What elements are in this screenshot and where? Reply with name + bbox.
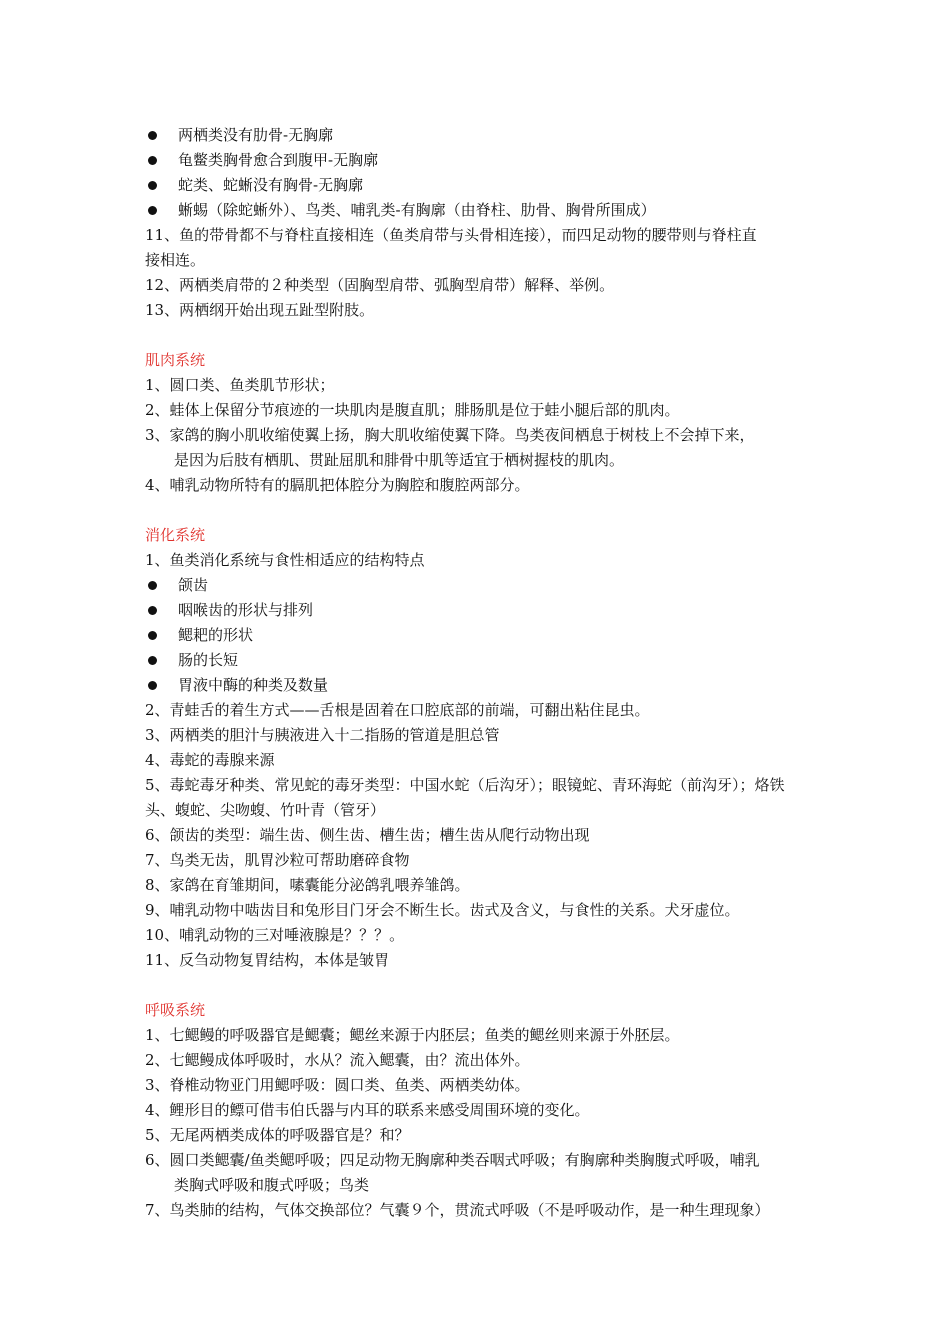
paragraph-line: 5、毒蛇毒牙种类、常见蛇的毒牙类型：中国水蛇（后沟牙）；眼镜蛇、青环海蛇（前沟牙）；烙铁 [145, 776, 785, 794]
section-heading-respiratory: 呼吸系统 [145, 1001, 206, 1019]
section-heading-digestive: 消化系统 [145, 526, 206, 544]
paragraph-line: 6、颌齿的类型：端生齿、侧生齿、槽生齿；槽生齿从爬行动物出现 [145, 826, 590, 844]
paragraph-line: 3、家鸽的胸小肌收缩使翼上扬，胸大肌收缩使翼下降。鸟类夜间栖息于树枝上不会掉下来， [145, 426, 755, 444]
paragraph-line: 类胸式呼吸和腹式呼吸；鸟类 [174, 1176, 370, 1194]
bullet-text: 胃液中酶的种类及数量 [178, 676, 329, 694]
paragraph-line: 12、两栖类肩带的２种类型（固胸型肩带、弧胸型肩带）解释、举例。 [145, 276, 615, 294]
bullet-icon [148, 656, 157, 665]
paragraph-line: 接相连。 [145, 251, 206, 269]
bullet-text: 蜥蜴（除蛇蜥外）、鸟类、哺乳类-有胸廓（由脊柱、肋骨、胸骨所围成） [178, 201, 656, 219]
list-item [145, 598, 815, 623]
bullet-text: 颌齿 [178, 576, 209, 594]
bullet-text: 两栖类没有肋骨-无胸廓 [178, 126, 334, 144]
bullet-icon [148, 181, 157, 190]
paragraph-line: 1、圆口类、鱼类肌节形状； [145, 376, 335, 394]
paragraph-line: 13、两栖纲开始出现五趾型附肢。 [145, 301, 375, 319]
bullet-icon [148, 681, 157, 690]
paragraph-line: 1、七鳃鳗的呼吸器官是鳃囊；鳃丝来源于内胚层；鱼类的鳃丝则来源于外胚层。 [145, 1026, 680, 1044]
list-item [145, 648, 815, 673]
paragraph-line: 11、鱼的带骨都不与脊柱直接相连（鱼类肩带与头骨相连接），而四足动物的腰带则与脊柱直 [145, 226, 757, 244]
list-item [145, 173, 815, 198]
paragraph-line: 5、无尾两栖类成体的呼吸器官是？和？ [145, 1126, 410, 1144]
paragraph-line: 2、青蛙舌的着生方式——舌根是固着在口腔底部的前端，可翻出粘住昆虫。 [145, 701, 650, 719]
section-heading-muscle: 肌肉系统 [145, 351, 206, 369]
paragraph-line: 3、脊椎动物亚门用鳃呼吸：圆口类、鱼类、两栖类幼体。 [145, 1076, 530, 1094]
bullet-text: 蛇类、蛇蜥没有胸骨-无胸廓 [178, 176, 364, 194]
paragraph-line: 6、圆口类鳃囊/鱼类鳃呼吸；四足动物无胸廓种类吞咽式呼吸；有胸廓种类胸腹式呼吸，哺乳 [145, 1151, 760, 1169]
paragraph-line: 3、两栖类的胆汁与胰液进入十二指肠的管道是胆总管 [145, 726, 500, 744]
bullet-icon [148, 156, 157, 165]
list-item [145, 673, 815, 698]
bullet-icon [148, 631, 157, 640]
bullet-icon [148, 581, 157, 590]
paragraph-line: 4、毒蛇的毒腺来源 [145, 751, 275, 769]
bullet-text: 肠的长短 [178, 651, 239, 669]
list-item [145, 123, 815, 148]
paragraph-line: 1、鱼类消化系统与食性相适应的结构特点 [145, 551, 425, 569]
list-item [145, 573, 815, 598]
bullet-text: 龟鳖类胸骨愈合到腹甲-无胸廓 [178, 151, 379, 169]
paragraph-line: 是因为后肢有栖肌、贯趾屈肌和腓骨中肌等适宜于栖树握枝的肌肉。 [174, 451, 625, 469]
bullet-icon [148, 131, 157, 140]
paragraph-line: 7、鸟类无齿，肌胃沙粒可帮助磨碎食物 [145, 851, 410, 869]
paragraph-line: 9、哺乳动物中啮齿目和兔形目门牙会不断生长。齿式及含义，与食性的关系。犬牙虚位。 [145, 901, 740, 919]
paragraph-line: 11、反刍动物复胃结构，本体是皱胃 [145, 951, 390, 969]
paragraph-line: 2、蛙体上保留分节痕迹的一块肌肉是腹直肌；腓肠肌是位于蛙小腿后部的肌肉。 [145, 401, 680, 419]
bullet-icon [148, 606, 157, 615]
list-item [145, 148, 815, 173]
paragraph-line: 2、七鳃鳗成体呼吸时，水从？流入鳃囊，由？流出体外。 [145, 1051, 530, 1069]
bullet-text: 鳃耙的形状 [178, 626, 254, 644]
paragraph-line: 10、哺乳动物的三对唾液腺是？？？。 [145, 926, 405, 944]
paragraph-line: 4、鲤形目的鳔可借韦伯氏器与内耳的联系来感受周围环境的变化。 [145, 1101, 590, 1119]
paragraph-line: 4、哺乳动物所特有的膈肌把体腔分为胸腔和腹腔两部分。 [145, 476, 530, 494]
paragraph-line: 7、鸟类肺的结构，气体交换部位？气囊９个，贯流式呼吸（不是呼吸动作，是一种生理现象） [145, 1201, 770, 1219]
list-item [145, 198, 815, 223]
paragraph-line: 8、家鸽在育雏期间，嗉囊能分泌鸽乳喂养雏鸽。 [145, 876, 470, 894]
document-content [145, 123, 815, 1223]
list-item [145, 623, 815, 648]
paragraph-line: 头、蝮蛇、尖吻蝮、竹叶青（管牙） [145, 801, 386, 819]
bullet-icon [148, 206, 157, 215]
bullet-text: 咽喉齿的形状与排列 [178, 601, 314, 619]
